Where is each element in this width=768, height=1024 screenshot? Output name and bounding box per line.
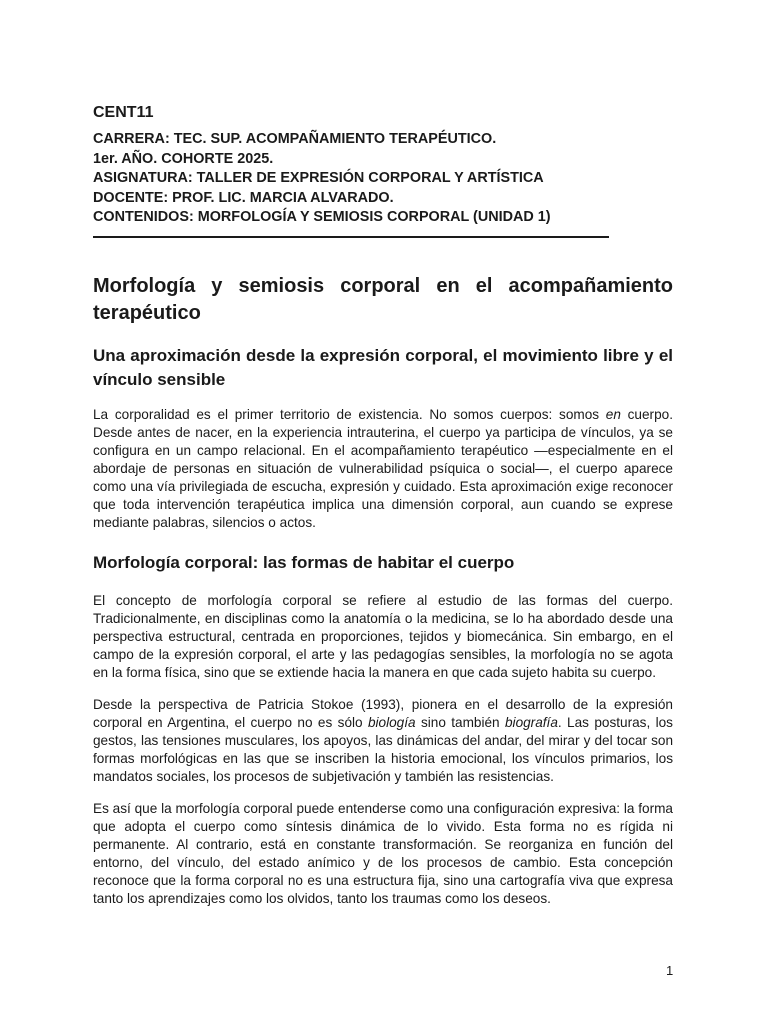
teacher-line: DOCENTE: PROF. LIC. MARCIA ALVARADO. — [93, 189, 394, 206]
p2-text-c: . Las posturas, los gestos, las tensiones musculares, los apoyos, las dinámicas del andar, del mirar y del tocar son formas morfológicas en las que se inscriben la historia emocional, los vínculos primarios, los mandatos sociales, los procesos de subjetivación y también las resistencias. — [93, 714, 673, 784]
p2-text-a: Desde la perspectiva de Patricia Stokoe (1993), pionera en el desarrollo de la expresión corporal en Argentina, el cuerpo no es sólo — [93, 696, 673, 730]
intro-text-a: La corporalidad es el primer territorio de existencia. No somos cuerpos: somos — [93, 406, 606, 422]
section-paragraph-1: El concepto de morfología corporal se refiere al estudio de las formas del cuerpo. Tradicionalmente, en disciplinas como la anatomía o la medicina, se lo ha abordado desde una perspectiva estructural, centrada en proporciones, tejidos y biomecánica. Sin embargo, en el campo de la expresión corporal, el arte y las pedagogías sensibles, la morfología no se agota en la forma física, sino que se extiende hacia la manera en que cada sujeto habita su cuerpo. — [93, 592, 673, 680]
course-code: CENT11 — [93, 104, 154, 121]
p2-emphasis-biologia: biología — [367, 714, 416, 730]
contents-line: CONTENIDOS: MORFOLOGÍA Y SEMIOSIS CORPORAL (UNIDAD 1) — [93, 209, 551, 226]
p2-text-b: sino también — [415, 714, 505, 730]
p2-emphasis-biografia: biografía — [504, 714, 558, 730]
document-subtitle: Una aproximación desde la expresión corporal, el movimiento libre y el vínculo sensible — [93, 345, 673, 389]
intro-emphasis: en — [605, 406, 621, 422]
career-line: CARRERA: TEC. SUP. ACOMPAÑAMIENTO TERAPÉUTICO. — [93, 131, 497, 147]
section-heading-morfologia: Morfología corporal: las formas de habitar el cuerpo — [93, 552, 515, 572]
section-paragraph-2 — [93, 696, 673, 786]
year-line: 1er. AÑO. COHORTE 2025. — [93, 150, 274, 167]
page-number: 1 — [666, 963, 674, 978]
document-page — [93, 102, 673, 908]
header-divider — [93, 236, 609, 238]
intro-paragraph — [93, 406, 673, 532]
section-paragraph-3: Es así que la morfología corporal puede entenderse como una configuración expresiva: la forma que adopta el cuerpo como síntesis dinámica de lo vivido. Esta forma no es rígida ni permanente. Al contrario, está en constante transformación. Se reorganiza en función del entorno, del vínculo, del estado anímico y de los procesos de cambio. Esta concepción reconoce que la forma corporal no es una estructura fija, sino una cartografía viva que expresa tanto los aprendizajes como los olvidos, tanto los traumas como los deseos. — [93, 800, 673, 906]
document-title: Morfología y semiosis corporal en el acompañamiento terapéutico — [93, 274, 673, 324]
intro-text-b: cuerpo. Desde antes de nacer, en la experiencia intrauterina, el cuerpo ya participa de vínculos, ya se configura en un campo relacional. En el acompañamiento terapéutico —especialmente en el abordaje de personas en situación de vulnerabilidad psíquica o social—, el cuerpo aparece como una vía privilegiada de escucha, expresión y cuidado. Esta aproximación exige reconocer que toda intervención terapéutica implica una dimensión corporal, aun cuando se exprese mediante palabras, silencios o actos. — [93, 406, 673, 530]
subject-line: ASIGNATURA: TALLER DE EXPRESIÓN CORPORAL Y ARTÍSTICA — [93, 170, 544, 187]
